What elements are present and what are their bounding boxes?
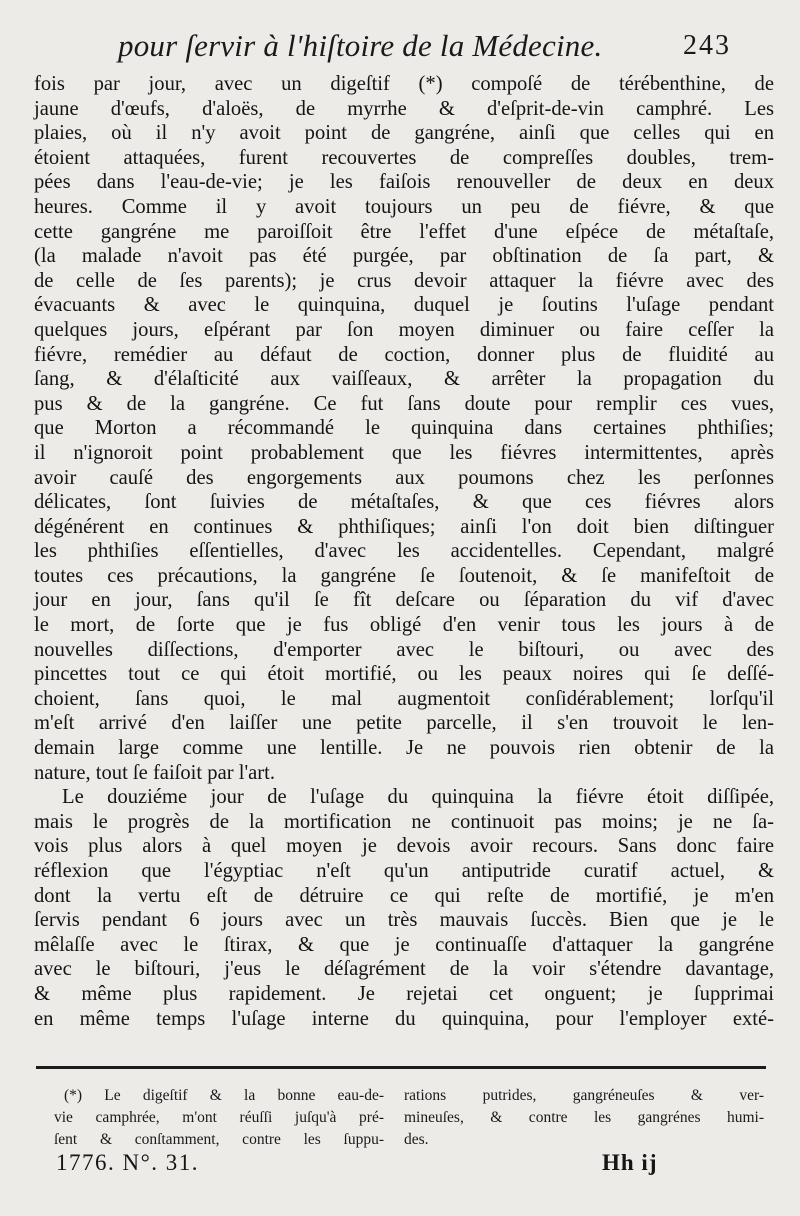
body-line: mais le progrès de la mortification ne continuoit pas moins; je ne ſa- <box>34 810 774 833</box>
footnote-line: vie camphrée, m'ont réuſſi juſqu'à pré- <box>54 1109 384 1126</box>
body-line: le mort, de ſorte que je fus obligé d'en venir tous les jours à de <box>34 614 774 637</box>
body-line: m'eſt arrivé d'en laiſſer une petite parcelle, il s'en trouvoit le len- <box>34 712 774 735</box>
body-line: avoir cauſé des engorgements aux poumons chez les perſonnes <box>34 466 774 489</box>
body-line: nouvelles diſſections, d'emporter avec le biſtouri, ou avec des <box>34 638 774 661</box>
body-line: fiévre, remédier au défaut de coction, donner plus de fluidité au <box>34 343 774 366</box>
body-line: & même plus rapidement. Je rejetai cet onguent; je ſupprimai <box>34 982 774 1005</box>
body-line: en même temps l'uſage interne du quinquina, pour l'employer exté- <box>34 1007 774 1030</box>
footnote-line: rations putrides, gangréneuſes & ver- <box>404 1087 764 1104</box>
body-line: Le douziéme jour de l'uſage du quinquina la fiévre étoit diſſipée, <box>62 786 774 809</box>
body-line: plaies, où il n'y avoit point de gangréne, ainſi que celles qui en <box>34 122 774 145</box>
body-line: dont la vertu eſt de détruire ce qui reſte de mortifié, je m'en <box>34 884 774 907</box>
body-line: choient, ſans quoi, le mal augmentoit conſidérablement; lorſqu'il <box>34 687 774 710</box>
body-line: (la malade n'avoit pas été purgée, par obſtination de ſa part, & <box>34 245 774 268</box>
sheet-signature-mark: Hh ij <box>602 1150 658 1175</box>
body-line: il n'ignoroit point probablement que les fiévres intermittentes, après <box>34 441 774 464</box>
body-line: pincettes tout ce qui étoit mortifié, ou les peaux noires qui ſe deſſé- <box>34 663 774 686</box>
body-line: nature, tout ſe faiſoit par l'art. <box>34 761 276 784</box>
body-line: mêlaſſe avec le ſtirax, & que je continuaſſe d'attaquer la gangréne <box>34 933 774 956</box>
body-line: fois par jour, avec un digeſtif (*) compoſé de térébenthine, de <box>34 73 774 95</box>
body-line: dégénérent en continues & phthiſiques; ainſi l'on doit bien diſtinguer <box>34 515 774 538</box>
body-line: évacuants & avec le quinquina, duquel je ſoutins l'uſage pendant <box>34 294 774 317</box>
body-line: pus & de la gangréne. Ce fut ſans doute pour remplir ces vues, <box>34 392 774 415</box>
footnote-rule <box>36 1066 766 1069</box>
body-line: de celle de ſes parents); je crus devoir attaquer la fiévre avec des <box>34 269 774 292</box>
body-line: jaune d'œufs, d'aloës, de myrrhe & d'eſprit-de-vin camphré. Les <box>34 97 774 120</box>
body-line: réflexion que l'égyptiac n'eſt qu'un antiputride curatif actuel, & <box>34 860 774 882</box>
running-head <box>0 28 800 72</box>
issue-signature: 1776. N°. 31. <box>56 1150 200 1175</box>
body-line: ſervis pendant 6 jours avec un très mauvais ſuccès. Bien que je le <box>34 909 774 932</box>
body-line: ſang, & d'élaſticité aux vaiſſeaux, & arrêter la propagation du <box>34 368 774 391</box>
footnote-left-column <box>54 1085 384 1151</box>
body-line: que Morton a récommandé le quinquina dans certaines phthiſies; <box>34 417 774 440</box>
body-line: jour en jour, ſans qu'il ſe fît deſcare ou ſéparation du vif d'avec <box>34 589 774 612</box>
body-line: délicates, ſont ſuivies de métaſtaſes, & que ces fiévres alors <box>34 491 774 514</box>
footnote-line: ſent & conſtamment, contre les ſuppu- <box>54 1131 384 1148</box>
body-line: vois plus alors à quel moyen je devois avoir recours. Sans donc faire <box>34 835 774 858</box>
body-line: heures. Comme il y avoit toujours un peu de fiévre, & que <box>34 195 774 218</box>
running-title: pour ſervir à l'hiſtoire de la Médecine. <box>118 28 603 63</box>
body-line: quelques jours, eſpérant par ſon moyen diminuer ou faire ceſſer la <box>34 318 774 341</box>
body-line: avec le biſtouri, j'eus le déſagrément de la voir s'étendre davantage, <box>34 958 774 981</box>
footnote-right-column <box>404 1085 764 1151</box>
footnote-line: mineuſes, & contre les gangrénes humi- <box>404 1109 764 1126</box>
body-line: cette gangréne me paroiſſoit être l'effet d'une eſpéce de métaſtaſe, <box>34 220 774 243</box>
body-line: pées dans l'eau-de-vie; je les faiſois renouveller de deux en deux <box>34 171 774 194</box>
footnote-line: (*) Le digeſtif & la bonne eau-de- <box>64 1087 384 1104</box>
body-line: étoient attaquées, furent recouvertes de compreſſes doubles, trem- <box>34 146 774 169</box>
body-line: toutes ces précautions, la gangréne ſe ſoutenoit, & ſe manifeſtoit de <box>34 564 774 587</box>
body-line: demain large comme une lentille. Je ne pouvois rien obtenir de la <box>34 737 774 760</box>
body-text <box>34 72 774 1031</box>
footnote-line: des. <box>404 1131 429 1148</box>
page-number: 243 <box>683 30 731 61</box>
body-line: les phthiſies eſſentielles, d'avec les accidentelles. Cependant, malgré <box>34 540 774 563</box>
